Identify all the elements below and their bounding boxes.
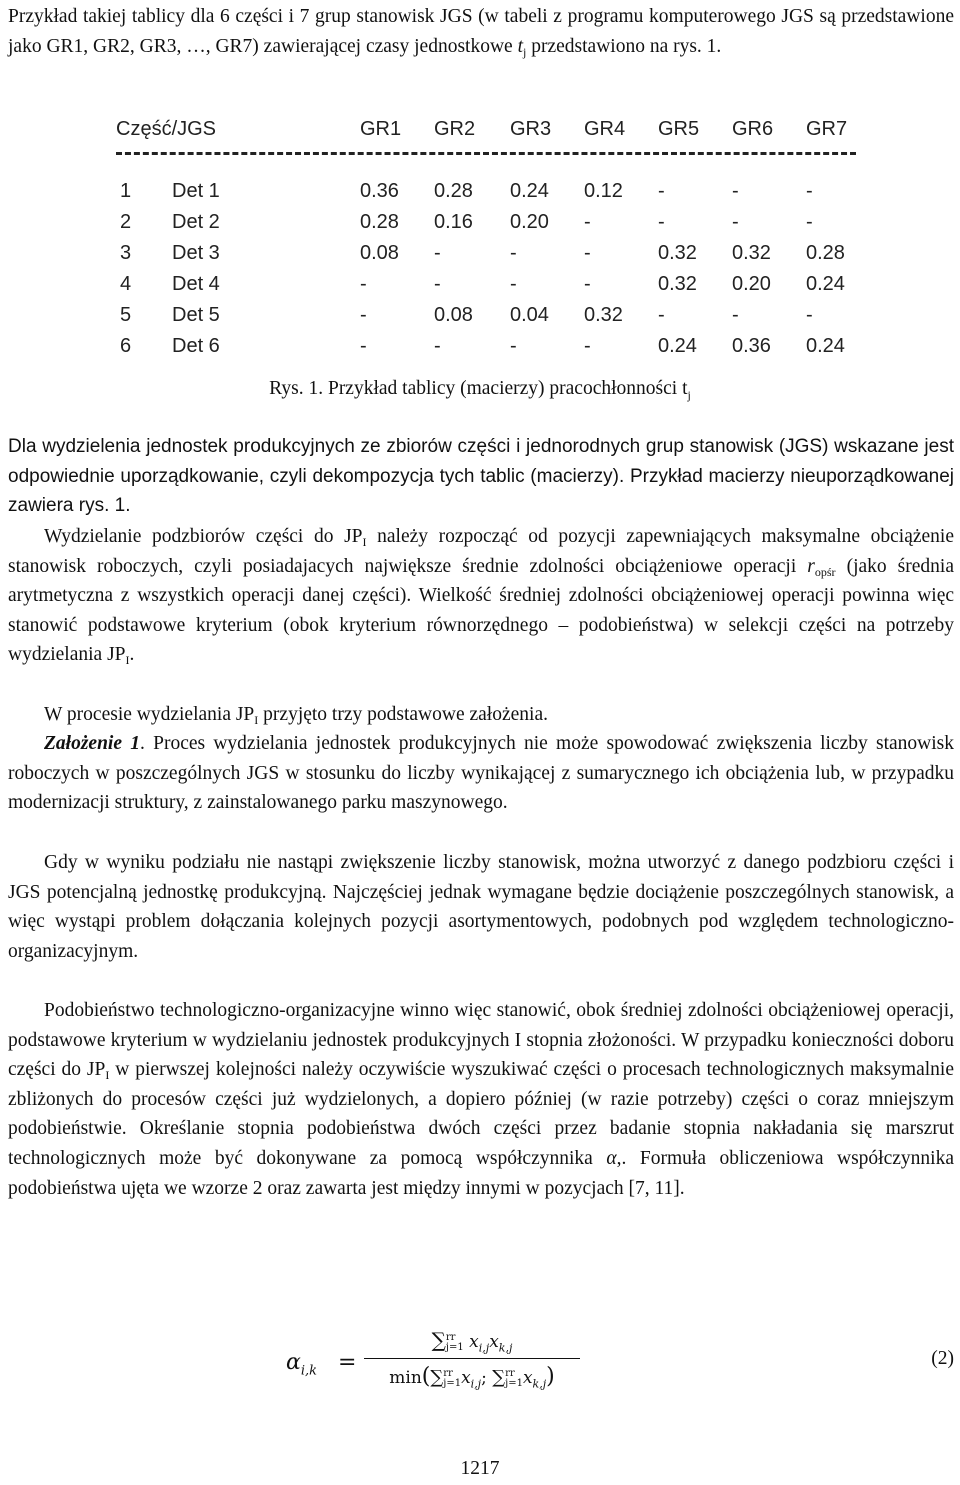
table-cell: - [806, 304, 813, 326]
table-cell: - [510, 242, 517, 264]
table-cell: - [434, 242, 441, 264]
caption-sub: j [687, 387, 691, 402]
table-cell: 0.08 [434, 304, 473, 326]
figure-caption [0, 378, 960, 403]
table-cell: - [510, 273, 517, 295]
para2-sub-a: I [362, 535, 367, 549]
table-cell: - [360, 304, 367, 326]
para6-sub: I [105, 1068, 110, 1083]
table-cell: - [806, 211, 813, 233]
header-cell: GR1 [360, 118, 402, 140]
table-cell: 0.28 [806, 242, 845, 264]
paragraph-3 [8, 700, 954, 730]
table-cell: 5 [120, 304, 132, 326]
table-cell: Det 6 [172, 335, 220, 357]
table-cell: Det 1 [172, 180, 220, 202]
formula-min: min [389, 1368, 422, 1388]
para2-text-c: (jako średnia arytmetyczna z wszystkich operacji danej części). Wielkość średniej zdolności obciążeniowej operacji powinna więc stanowić podstawowe kryterium (obok kryterium równorzędnego – podobieństwa) w selekcji części na potrzeby wydzielania JP [8, 555, 954, 666]
caption-text: Rys. 1. Przykład tablicy (macierzy) pracochłonności t [269, 378, 688, 399]
intro-text-2: przedstawiono na rys. 1. [526, 35, 722, 57]
para3-text-b: przyjęto trzy podstawowe założenia. [258, 704, 548, 725]
table-cell: 0.08 [360, 242, 399, 264]
para6-alpha: α [606, 1147, 617, 1169]
table-cell: 0.12 [584, 180, 623, 202]
paragraph-4 [8, 729, 954, 818]
table-cell: 1 [120, 180, 132, 202]
table-cell: 0.36 [732, 335, 771, 357]
figure-table [112, 118, 862, 368]
table-row [112, 211, 862, 239]
header-cell: GR7 [806, 118, 848, 140]
table-row [112, 273, 862, 301]
formula-lhs-sub: i,k [300, 1363, 318, 1379]
para2-text-a: Wydzielanie podzbiorów części do JP [44, 526, 363, 547]
table-cell: - [360, 273, 367, 295]
header-cell: GR5 [658, 118, 700, 140]
intro-var: t [517, 35, 524, 57]
table-cell: 4 [120, 273, 132, 295]
assumption-label: Założenie 1 [44, 733, 140, 754]
para3-sub: I [254, 713, 259, 727]
para6-text-a: Podobieństwo technologiczno-organizacyjne winno więc stanowić, obok średniej zdolności obciążeniowej operacji, podstawowe kryterium w wydzielaniu jednostek produkcyjnych I stopnia złożoności. W przypadku konieczności doboru części do JP [8, 1000, 954, 1081]
header-cell: GR4 [584, 118, 626, 140]
table-cell: 0.24 [806, 273, 845, 295]
formula-denominator: min(∑rr $j=1x_{i,j}$; ∑rr $j=1x_{k,j}$) [389, 1364, 555, 1391]
table-cell: 0.20 [510, 211, 549, 233]
table-cell: 0.36 [360, 180, 399, 202]
table-cell: - [434, 335, 441, 357]
formula-numerator: ∑rr j=1 $x_{i,j}x_{k,j}$ [431, 1328, 513, 1355]
header-cell: GR2 [434, 118, 476, 140]
table-cell: - [658, 180, 665, 202]
table-cell: Det 2 [172, 211, 220, 233]
table-cell: 0.32 [584, 304, 623, 326]
table-cell: - [584, 242, 591, 264]
table-cell: 0.28 [434, 180, 473, 202]
table-cell: 0.04 [510, 304, 549, 326]
intro-text-1: Przykład takiej tablicy dla 6 części i 7 grup stanowisk JGS (w tabeli z programu komputerowego JGS są przedstawione jako GR1, GR2, GR3, …, GR7) zawierającej czasy jednostkowe [8, 6, 954, 57]
table-cell: - [584, 335, 591, 357]
para2-sub-r: opśr [814, 564, 836, 579]
para2-var-r: r [807, 555, 815, 577]
table-cell: 3 [120, 242, 132, 264]
table-cell: - [658, 304, 665, 326]
table-cell: - [732, 180, 739, 202]
para2-sub-c: I [125, 653, 130, 668]
table-row [112, 180, 862, 208]
sum-bottom: j=1 [445, 1341, 464, 1353]
table-cell: 0.20 [732, 273, 771, 295]
table-cell: 0.32 [658, 273, 697, 295]
table-cell: - [510, 335, 517, 357]
table-cell: - [434, 273, 441, 295]
paragraph-1: Dla wydzielenia jednostek produkcyjnych ze zbiorów części i jednorodnych grup stanowisk (JGS) wskazane jest odpowiednie uporządkowanie, czyli dekompozycja tych tablic (macierzy). Przykład macierzy nieuporządkowanej zawiera rys. 1. [8, 436, 954, 517]
formula-2 [0, 1324, 960, 1404]
table-cell: 0.24 [510, 180, 549, 202]
dashed-separator [116, 152, 856, 155]
table-header [112, 118, 862, 146]
table-cell: Det 5 [172, 304, 220, 326]
intro-paragraph [8, 2, 954, 61]
table-cell: Det 3 [172, 242, 220, 264]
para3-text-a: W procesie wydzielania JP [44, 704, 255, 725]
table-cell: - [360, 335, 367, 357]
para6-text-b: w pierwszej kolejności należy oczywiście wyszukiwać części o procesach technologicznych maksymalnie zbliżonych do procesów części już wydzielonych, a dopiero później (w razie potrzeby) części o coraz mniejszym podobieństwie. Określanie stopnia podobieństwa dwóch części przez badanie stopnia nakładania się marszrut technologicznych może być dokonywane za pomocą współczynnika [8, 1059, 954, 1169]
para2-text-b: należy rozpocząć od pozycji zapewniających maksymalne obciążenie stanowisk roboczych, czyli posiadajacych największe średnie zdolności obciążeniowe operacji [8, 526, 954, 577]
para6-text-c: ,. Formuła obliczeniowa współczynnika podobieństwa ujęta we wzorze 2 oraz zawarta jest między innymi w pozycjach [7, 11]. [8, 1147, 954, 1199]
table-cell: - [584, 211, 591, 233]
table-cell: 0.24 [806, 335, 845, 357]
table-cell: Det 4 [172, 273, 220, 295]
fraction-bar [364, 1358, 580, 1359]
paragraph-6 [8, 996, 954, 1203]
para4-text: . Proces wydzielania jednostek produkcyjnych nie może spowodować zwiększenia liczby stanowisk roboczych w poszczególnych JGS w stosunku do liczby wynikającej z sumarycznego ich obciążenia lub, w przypadku modernizacji struktury, z zainstalowanego parku maszynowego. [8, 733, 954, 814]
table-cell: - [732, 211, 739, 233]
header-cell: GR6 [732, 118, 774, 140]
table-cell: - [806, 180, 813, 202]
table-cell: 2 [120, 211, 132, 233]
table-cell: 0.24 [658, 335, 697, 357]
table-cell: 6 [120, 335, 132, 357]
paragraph-5: Gdy w wyniku podziału nie nastąpi zwiększenie liczby stanowisk, można utworzyć z danego podzbioru części i JGS potencjalną jednostkę produkcyjną. Najczęściej jednak wymagane będzie dociążenie poszczególnych stanowisk, a więc wystąpi problem dołączania kolejnych pozycji asortymentowych, podobnych pod względem technologiczno-organizacyjnym. [8, 852, 954, 962]
page-number: 1217 [460, 1458, 500, 1479]
table-cell: - [658, 211, 665, 233]
sum-top: rr [445, 1331, 456, 1343]
equation-number: (2) [931, 1348, 954, 1369]
formula-equals: = [338, 1350, 357, 1375]
table-row [112, 242, 862, 270]
header-cell: Część/JGS [116, 118, 217, 140]
table-cell: 0.32 [732, 242, 771, 264]
formula-lhs [286, 1350, 356, 1378]
table-cell: - [584, 273, 591, 295]
table-cell: 0.16 [434, 211, 473, 233]
table-cell: 0.32 [658, 242, 697, 264]
table-row [112, 335, 862, 363]
formula-alpha: α [286, 1350, 301, 1375]
header-cell: GR3 [510, 118, 552, 140]
table-row [112, 304, 862, 332]
formula-fraction [364, 1324, 580, 1393]
table-cell: - [732, 304, 739, 326]
paragraph-2 [8, 522, 954, 670]
table-cell: 0.28 [360, 211, 399, 233]
para2-text-d: . [129, 644, 135, 666]
intro-var-sub: j [523, 44, 527, 59]
